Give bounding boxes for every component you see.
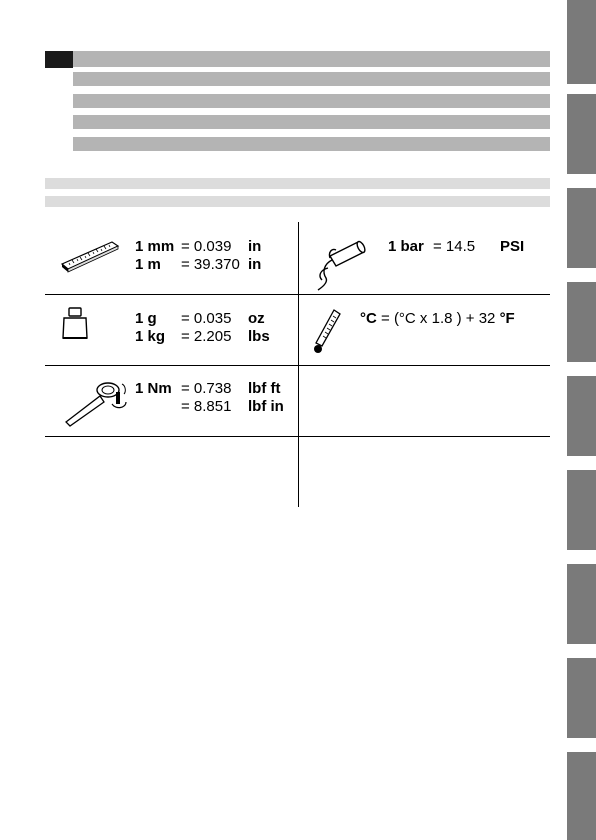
ruler-icon (60, 236, 120, 276)
side-tab-8[interactable] (567, 658, 596, 738)
weight-unit-kg: 1 kg (135, 328, 166, 345)
weight-unit-g: 1 g (135, 310, 157, 327)
weight-eq-kg: = 2.205 (181, 328, 232, 345)
side-tab-2[interactable] (567, 94, 596, 174)
temperature-formula: = (°C x 1.8 ) + 32 (376, 310, 500, 327)
torque-to-in: lbf in (248, 398, 284, 415)
length-eq-mm: = 0.039 (181, 238, 232, 255)
temperature-to: °F (499, 310, 515, 327)
side-tab-1[interactable] (567, 0, 596, 84)
torque-eq-ft: = 0.738 (181, 380, 232, 397)
length-unit-mm: 1 mm (135, 238, 175, 255)
grid-divider-3 (45, 436, 550, 437)
pressure-unit: 1 bar (388, 238, 424, 255)
pressure-to: PSI (500, 238, 525, 255)
weight-to-kg: lbs (248, 328, 270, 345)
weight-to-g: oz (248, 310, 265, 327)
header-bar-2 (73, 72, 550, 86)
grid-divider-2 (45, 365, 550, 366)
subheader-bar-1 (45, 178, 550, 189)
subheader-bar-2 (45, 196, 550, 207)
weight-icon (60, 306, 90, 342)
torque-eq-in: = 8.851 (181, 398, 232, 415)
pump-icon (310, 234, 370, 294)
side-tab-9[interactable] (567, 752, 596, 840)
torque-unit: 1 Nm (135, 380, 172, 397)
header-bar-3 (73, 94, 550, 108)
torque-wrench-icon (60, 374, 132, 428)
side-tab-3[interactable] (567, 188, 596, 268)
side-tab-6[interactable] (567, 470, 596, 550)
header-bar-5 (73, 137, 550, 151)
length-unit-m: 1 m (135, 256, 161, 273)
section-marker (45, 51, 73, 68)
side-tab-5[interactable] (567, 376, 596, 456)
length-to-mm: in (248, 238, 262, 255)
length-row-1 (135, 238, 174, 256)
header-bar-4 (73, 115, 550, 129)
thermometer-icon (310, 306, 344, 358)
side-tab-4[interactable] (567, 282, 596, 362)
temperature-from: °C (360, 310, 377, 327)
length-eq-m: = 39.370 (181, 256, 240, 273)
temperature-row (360, 310, 515, 328)
weight-eq-g: = 0.035 (181, 310, 232, 327)
pressure-eq: = 14.5 (433, 238, 476, 255)
torque-to-ft: lbf ft (248, 380, 281, 397)
pressure-row (388, 238, 424, 256)
side-tab-7[interactable] (567, 564, 596, 644)
grid-divider-1 (45, 294, 550, 295)
header-bar-1 (73, 51, 550, 67)
length-to-m: in (248, 256, 262, 273)
